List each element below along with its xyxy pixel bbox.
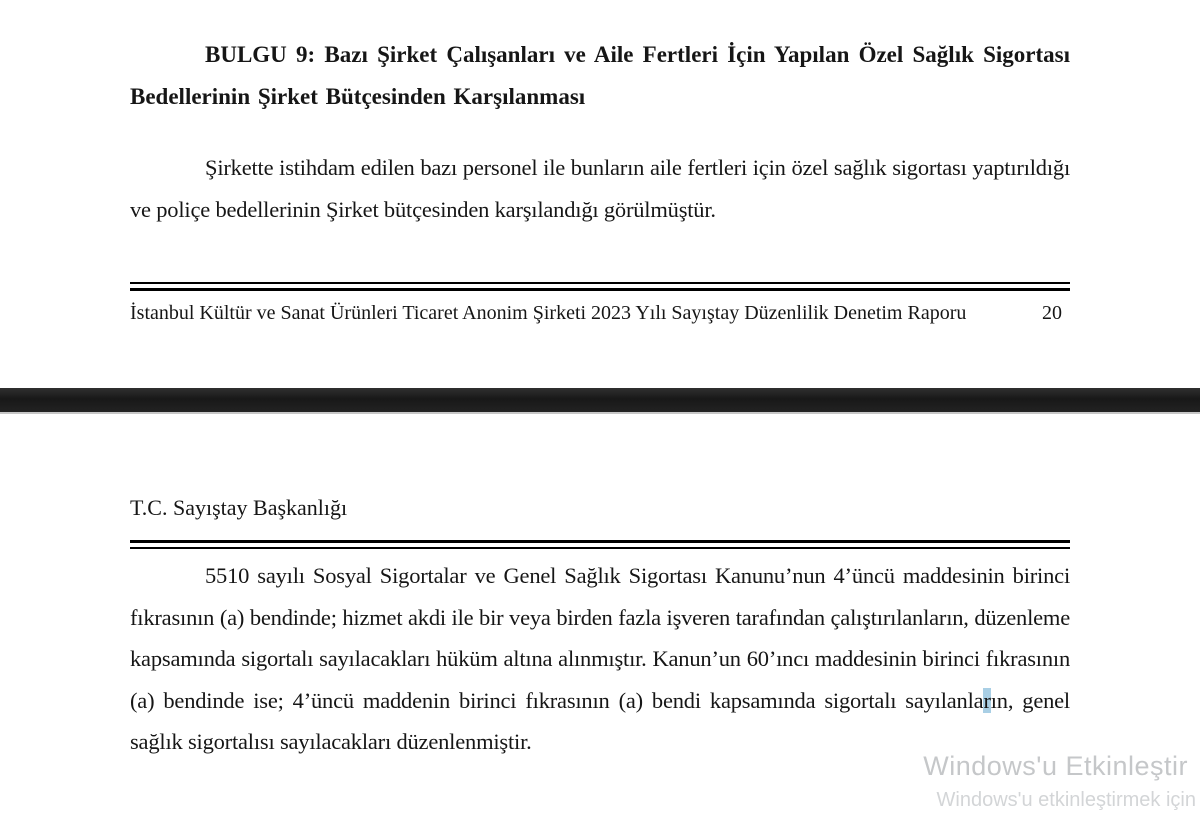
finding-paragraph: Şirkette istihdam edilen bazı personel ile bunların aile fertleri için özel sağlık sigortası yaptırıldığı ve poliçe bedellerinin Şirket bütçesinden karşılandığı görülmüştür. [130,155,1070,222]
legal-paragraph-text-before: 5510 sayılı Sosyal Sigortalar ve Genel Sağlık Sigortası Kanunu’nun 4’üncü maddesinin birinci fıkrasının (a) bendinde; hizmet akdi ile bir veya birden fazla işveren tarafından çalıştırılanların, düzenleme kapsamında sigortalı sayılacakları hüküm altına alınmıştır. Kanun’un 60’ıncı maddesinin birinci fıkrasının (a) bendinde ise; 4’üncü maddenin birinci fıkrasının (a) bendi kapsamında sigortalı sayılanla [130,563,1070,713]
legal-paragraph-text-after: ın, genel sağlık sigortalısı sayılacakları düzenlenmiştir. [130,687,1070,754]
legal-paragraph [130,555,1070,763]
footer-divider-rule [130,282,1070,291]
report-footer [130,302,1070,325]
header-divider-rule [130,540,1070,549]
page-separator-bar [0,388,1200,414]
windows-activation-watermark-subtitle: Windows'u etkinleştirmek için [936,789,1196,811]
report-footer-title: İstanbul Kültür ve Sanat Ürünleri Ticaret Anonim Şirketi 2023 Yılı Sayıştay Düzenlilik Denetim Raporu [130,302,967,324]
agency-header: T.C. Sayıştay Başkanlığı [130,495,348,520]
text-selection-highlight: r [983,687,991,713]
page-number: 20 [1042,302,1062,324]
finding-heading: BULGU 9: Bazı Şirket Çalışanları ve Aile Fertleri İçin Yapılan Özel Sağlık Sigortası Bedellerinin Şirket Bütçesinden Karşılanması [130,42,1070,109]
windows-activation-watermark-title: Windows'u Etkinleştir [923,751,1188,781]
